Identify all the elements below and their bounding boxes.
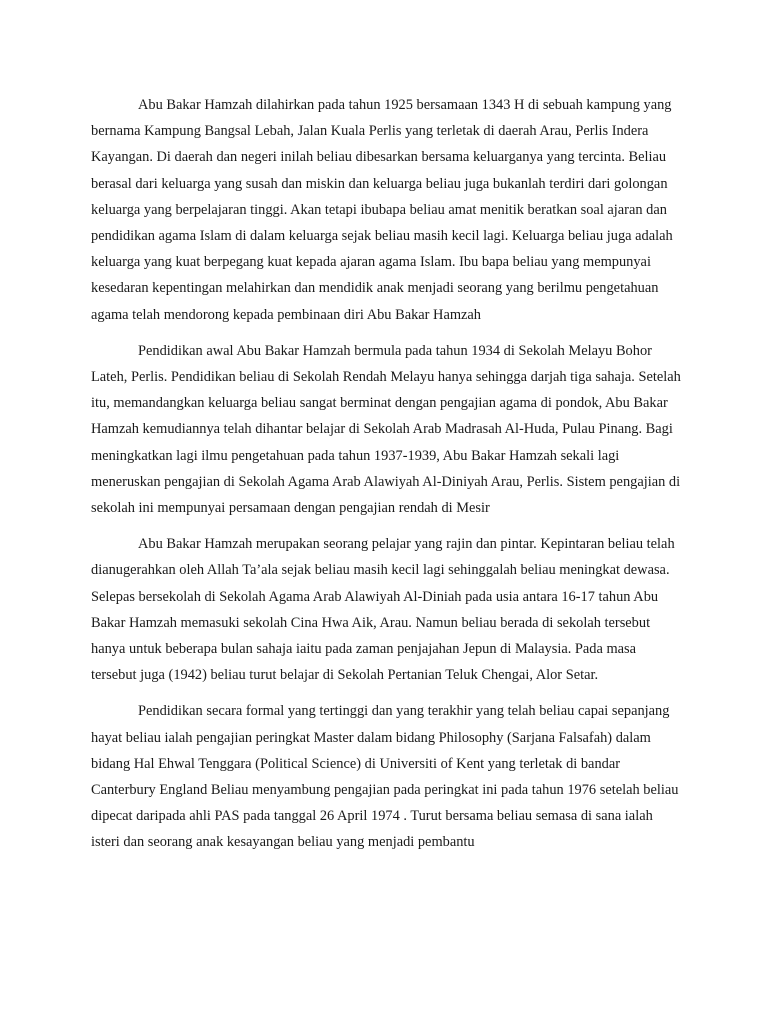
paragraph-early-education: Pendidikan awal Abu Bakar Hamzah bermula pada tahun 1934 di Sekolah Melayu Bohor Lateh, Perlis. Pendidikan beliau di Sekolah Rendah Melayu hanya sehingga darjah tiga sahaja. Setelah itu, memandangkan keluarga beliau sangat berminat dengan pengajian agama di pondok, Abu Bakar Hamzah kemudiannya telah dihantar belajar di Sekolah Arab Madrasah Al-Huda, Pulau Pinang. Bagi meningkatkan lagi ilmu pengetahuan pada tahun 1937-1939, Abu Bakar Hamzah sekali lagi meneruskan pengajian di Sekolah Agama Arab Alawiyah Al-Diniyah Arau, Perlis. Sistem pengajian di sekolah ini mempunyai persamaan dengan pengajian rendah di Mesir [91,342,681,517]
document-body [91,92,681,866]
paragraph-student-years: Abu Bakar Hamzah merupakan seorang pelajar yang rajin dan pintar. Kepintaran beliau telah dianugerahkan oleh Allah Ta’ala sejak beliau masih kecil lagi sehinggalah beliau meningkat dewasa. Selepas bersekolah di Sekolah Agama Arab Alawiyah Al-Diniah pada usia antara 16-17 tahun Abu Bakar Hamzah memasuki sekolah Cina Hwa Aik, Arau. Namun beliau berada di sekolah tersebut hanya untuk beberapa bulan sahaja iaitu pada zaman penjajahan Jepun di Malaysia. Pada masa tersebut juga (1942) beliau turut belajar di Sekolah Pertanian Teluk Chengai, Alor Setar. [91,536,675,684]
paragraph-birth: Abu Bakar Hamzah dilahirkan pada tahun 1925 bersamaan 1343 H di sebuah kampung yang bernama Kampung Bangsal Lebah, Jalan Kuala Perlis yang terletak di daerah Arau, Perlis Indera Kayangan. Di daerah dan negeri inilah beliau dibesarkan bersama keluarganya yang tercinta. Beliau berasal dari keluarga yang susah dan miskin dan keluarga beliau juga bukanlah terdiri dari golongan keluarga yang berpelajaran tinggi. Akan tetapi ibubapa beliau amat menitik beratkan soal ajaran dan pendidikan agama Islam di dalam keluarga sejak beliau masih kecil lagi. Keluarga beliau juga adalah keluarga yang kuat berpegang kuat kepada ajaran agama Islam. Ibu bapa beliau yang mempunyai kesedaran kepentingan melahirkan dan mendidik anak menjadi seorang yang berilmu pengetahuan agama telah mendorong kepada pembinaan diri Abu Bakar Hamzah [91,97,673,323]
paragraph-higher-education: Pendidikan secara formal yang tertinggi dan yang terakhir yang telah beliau capai sepanjang hayat beliau ialah pengajian peringkat Master dalam bidang Philosophy (Sarjana Falsafah) dalam bidang Hal Ehwal Tenggara (Political Science) di Universiti of Kent yang terletak di bandar Canterbury England Beliau menyambung pengajian pada peringkat ini pada tahun 1976 setelah beliau dipecat daripada ahli PAS pada tanggal 26 April 1974 . Turut bersama beliau semasa di sana ialah isteri dan seorang anak kesayangan beliau yang menjadi pembantu [91,703,679,851]
